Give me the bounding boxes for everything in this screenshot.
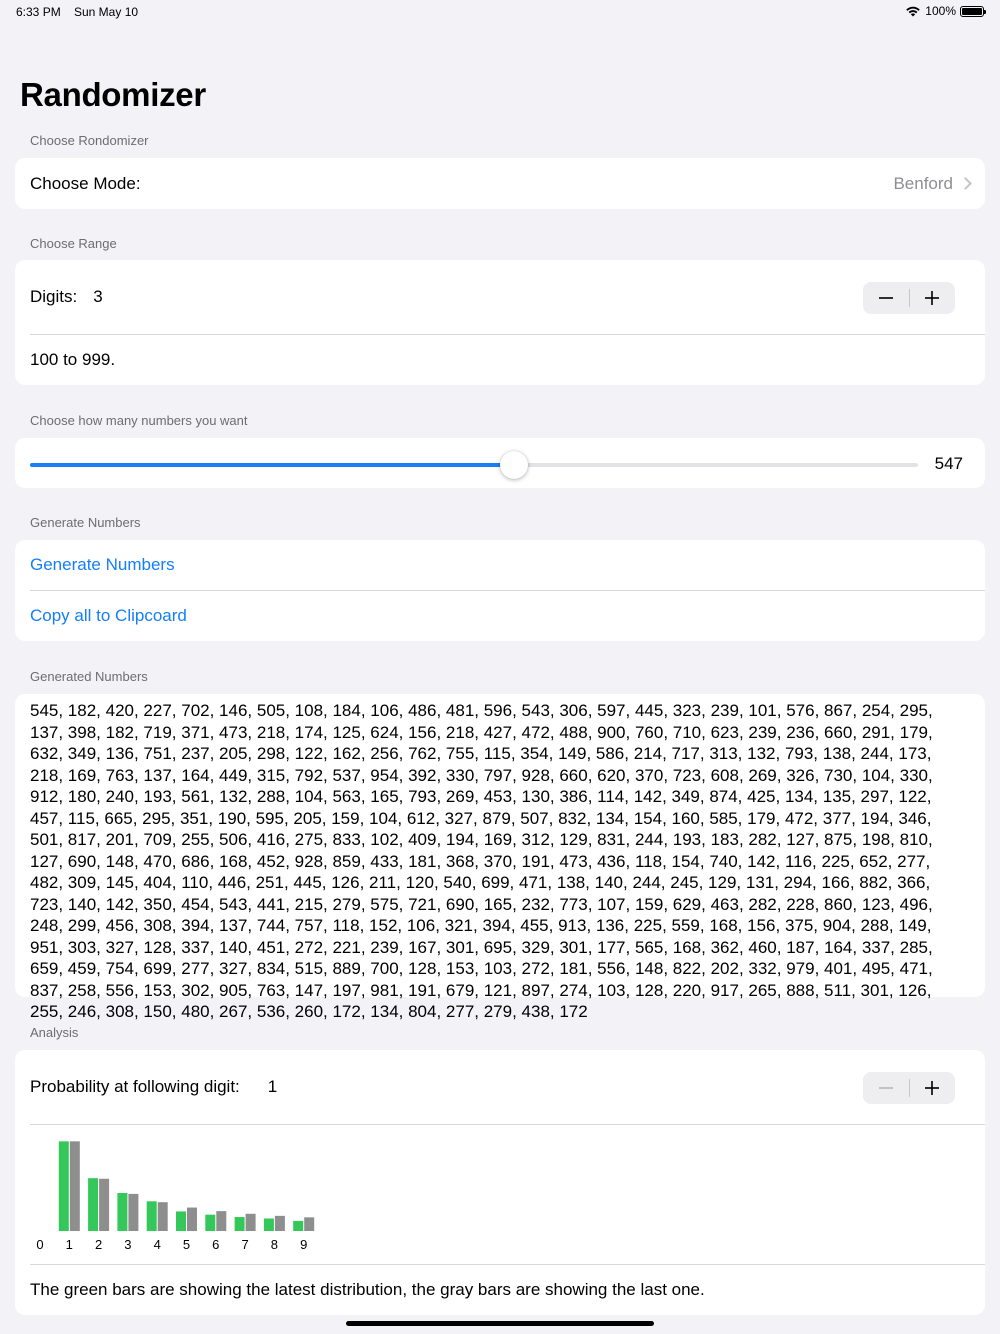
tick-label-2: 2	[94, 1237, 103, 1252]
mode-value: Benford	[893, 173, 953, 193]
count-slider-fill	[30, 463, 514, 467]
mode-value-group[interactable]	[893, 158, 970, 209]
bar-previous-6	[216, 1211, 226, 1231]
generate-numbers-label: Generate Numbers	[30, 555, 175, 574]
bar-latest-8	[264, 1219, 274, 1231]
bar-previous-9	[304, 1217, 314, 1231]
tick-label-4: 4	[153, 1237, 161, 1252]
probability-digit: 1	[267, 1077, 278, 1096]
tick-label-3: 3	[124, 1237, 132, 1252]
bar-previous-3	[128, 1194, 138, 1231]
tick-label-5: 5	[182, 1237, 191, 1252]
bar-previous-8	[275, 1216, 285, 1231]
bar-latest-4	[147, 1201, 157, 1231]
digits-row	[15, 260, 985, 334]
status-bar	[0, 0, 1000, 24]
status-date: Sun May 10	[74, 5, 139, 19]
copy-clipboard-label: Copy all to Clipcoard	[30, 606, 187, 625]
section-header-analysis: Analysis	[30, 1025, 79, 1040]
bar-previous-1	[70, 1141, 80, 1231]
battery-percent: 100%	[925, 4, 956, 18]
page-title: Randomizer	[20, 76, 206, 113]
range-text-row	[15, 335, 985, 385]
bar-latest-7	[235, 1217, 245, 1231]
plus-icon	[925, 291, 939, 305]
bar-latest-1	[59, 1141, 69, 1231]
battery-icon	[960, 6, 984, 17]
section-header-mode: Choose Rondomizer	[30, 133, 149, 148]
generated-numbers-text[interactable]: 545, 182, 420, 227, 702, 146, 505, 108, 184, 106, 486, 481, 596, 543, 306, 597, 445, 323, 239, 101, 576, 867, 254, 295, 137, 398, 182, 719, 371, 473, 218, 174, 125, 624, 156, 218, 427, 472, 488, 900, 760, 710, 623, 239, 236, 660, 291, 179, 632, 349, 136, 751, 237, 205, 298, 122, 162, 256, 762, 755, 115, 354, 149, 586, 214, 717, 313, 132, 793, 138, 244, 173, 218, 169, 763, 137, 164, 449, 315, 792, 537, 954, 392, 330, 797, 928, 660, 620, 370, 723, 608, 269, 326, 730, 104, 330, 912, 180, 240, 193, 561, 132, 288, 104, 563, 165, 793, 269, 453, 130, 386, 114, 142, 349, 874, 425, 134, 135, 297, 122, 457, 115, 665, 295, 351, 190, 595, 205, 159, 104, 612, 327, 879, 507, 832, 134, 154, 160, 585, 179, 472, 377, 194, 346, 501, 817, 201, 709, 255, 506, 416, 275, 833, 102, 409, 194, 169, 312, 129, 831, 244, 193, 183, 282, 127, 875, 198, 810, 127, 690, 148, 470, 686, 168, 452, 928, 859, 433, 181, 368, 370, 191, 473, 436, 118, 154, 740, 142, 116, 225, 652, 277, 482, 309, 145, 404, 110, 446, 251, 445, 126, 211, 120, 540, 699, 471, 138, 140, 244, 245, 129, 131, 294, 166, 882, 366, 723, 140, 142, 350, 454, 543, 441, 215, 279, 575, 721, 690, 165, 232, 773, 107, 159, 629, 463, 282, 228, 860, 123, 496, 248, 299, 456, 308, 394, 137, 744, 757, 118, 152, 106, 321, 394, 455, 913, 136, 225, 559, 168, 156, 375, 904, 288, 149, 951, 303, 327, 128, 337, 140, 451, 272, 221, 239, 167, 301, 695, 329, 301, 177, 565, 168, 362, 460, 187, 164, 337, 285, 659, 459, 754, 699, 277, 327, 834, 515, 889, 700, 128, 153, 103, 272, 181, 556, 148, 822, 202, 332, 979, 401, 495, 471, 837, 258, 556, 153, 302, 905, 763, 147, 197, 981, 191, 679, 121, 897, 274, 103, 128, 220, 917, 265, 888, 511, 301, 126, 255, 246, 308, 150, 480, 267, 536, 260, 172, 134, 804, 277, 279, 438, 172	[30, 701, 933, 1021]
choose-mode-row[interactable]	[15, 158, 985, 209]
generated-card	[15, 694, 985, 1021]
section-header-generate: Generate Numbers	[30, 515, 141, 530]
bar-latest-6	[205, 1215, 215, 1231]
analysis-card	[15, 1050, 985, 1315]
minus-icon	[879, 291, 893, 305]
wifi-icon	[905, 5, 921, 17]
home-indicator	[346, 1321, 654, 1326]
status-indicators	[905, 4, 984, 18]
choose-mode-label: Choose Mode:	[30, 173, 141, 193]
probability-increment-button[interactable]	[910, 1072, 956, 1104]
plus-icon	[925, 1081, 939, 1095]
digits-stepper[interactable]	[863, 282, 955, 314]
generate-card	[15, 540, 985, 641]
bar-latest-2	[88, 1178, 98, 1231]
section-header-range: Choose Range	[30, 236, 117, 251]
tick-label-1: 1	[65, 1237, 73, 1252]
analysis-caption-row	[15, 1265, 985, 1315]
bar-latest-5	[176, 1211, 186, 1231]
range-text: 100 to 999.	[30, 350, 116, 369]
bar-previous-5	[187, 1208, 197, 1231]
tick-label-9: 9	[300, 1237, 308, 1252]
distribution-chart	[15, 1120, 985, 1270]
probability-stepper[interactable]	[863, 1072, 955, 1104]
status-time: 6:33 PM	[16, 5, 61, 19]
bar-previous-4	[158, 1202, 168, 1231]
digits-decrement-button[interactable]	[863, 282, 909, 314]
section-header-generated: Generated Numbers	[30, 669, 148, 684]
analysis-caption: The green bars are showing the latest distribution, the gray bars are showing the last one.	[30, 1280, 705, 1299]
probability-decrement-button[interactable]	[863, 1072, 909, 1104]
digits-increment-button[interactable]	[910, 282, 956, 314]
count-slider[interactable]	[30, 463, 918, 467]
generate-numbers-button[interactable]	[15, 540, 985, 590]
copy-clipboard-button[interactable]	[15, 591, 985, 641]
section-header-count: Choose how many numbers you want	[30, 413, 248, 428]
bar-latest-3	[117, 1193, 127, 1231]
tick-label-7: 7	[241, 1237, 249, 1252]
range-card	[15, 260, 985, 385]
digits-label: Digits:	[30, 287, 78, 306]
mode-card	[15, 158, 985, 209]
bar-previous-2	[99, 1179, 109, 1231]
bar-latest-9	[293, 1221, 303, 1231]
distribution-chart-svg	[15, 1120, 985, 1270]
tick-label-6: 6	[212, 1237, 220, 1252]
tick-label-8: 8	[270, 1237, 279, 1252]
bar-previous-7	[246, 1214, 256, 1231]
chevron-right-icon	[959, 177, 972, 190]
tick-label-0: 0	[36, 1237, 44, 1252]
count-value: 547	[934, 454, 963, 473]
digits-value: 3	[93, 287, 103, 306]
probability-row	[15, 1050, 985, 1124]
probability-label: Probability at following digit:	[30, 1077, 240, 1096]
minus-icon	[879, 1081, 893, 1095]
count-slider-thumb[interactable]	[500, 451, 528, 479]
count-card	[15, 438, 985, 488]
